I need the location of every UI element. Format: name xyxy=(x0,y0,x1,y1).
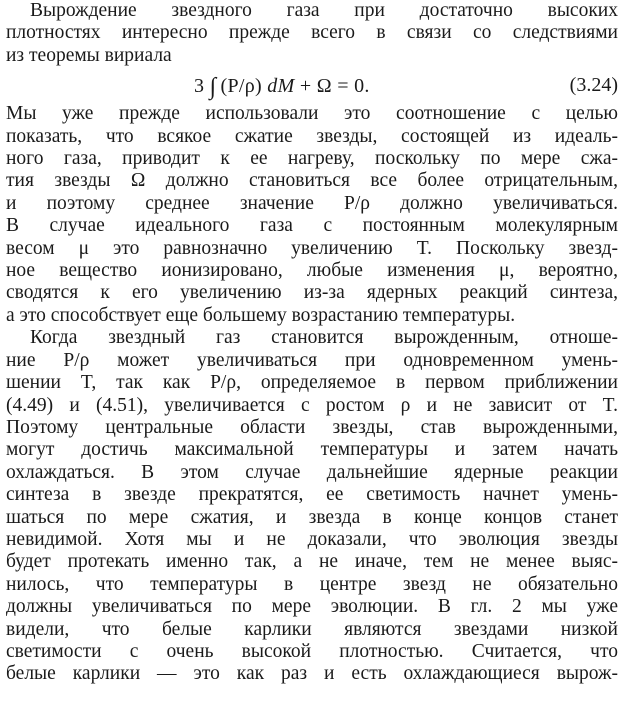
text-line: светимости с очень высокой плотностью. Считается, что xyxy=(6,640,618,662)
text-line: видели, что белые карлики являются звездами низкой xyxy=(6,618,618,640)
text-line: могут достичь максимальной температуры и затем начать xyxy=(6,439,618,461)
text-line: невидимой. Хотя мы и не доказали, что эволюция звезды xyxy=(6,528,618,550)
text-line: плотностях интересно прежде всего в связи со следствиями xyxy=(6,22,618,44)
equation-integrand: (P/ρ) xyxy=(220,75,262,98)
text-line: ное вещество ионизировано, любые изменения μ, вероятно, xyxy=(6,260,618,282)
document-page xyxy=(6,0,618,686)
equation-coefficient: 3 xyxy=(194,75,205,98)
text-line: синтеза в звезде прекратятся, ее светимость начнет умень- xyxy=(6,484,618,506)
text-line: Поэтому центральные области звезды, став вырожденными, xyxy=(6,416,618,438)
intro-paragraph xyxy=(6,0,618,67)
text-line: весом μ это равнозначно увеличению T. Поскольку звезд- xyxy=(6,237,618,259)
integral-sign: ∫ xyxy=(209,74,217,101)
text-line: шении T, так как P/ρ, определяемое в первом приближении xyxy=(6,372,618,394)
text-line: (4.49) и (4.51), увеличивается с ростом ρ и не зависит от T. xyxy=(6,394,618,416)
text-line: ние P/ρ может увеличиваться при одновременном умень- xyxy=(6,349,618,371)
text-line: ного газа, приводит к ее нагреву, поскольку по мере сжа- xyxy=(6,148,618,170)
paragraph-2 xyxy=(6,103,618,327)
text-line: Когда звездный газ становится вырожденным, отноше- xyxy=(30,327,618,349)
paragraph-3 xyxy=(6,327,618,686)
equation-3-24 xyxy=(6,69,618,103)
text-line: тия звезды Ω должно становиться все более отрицательным, xyxy=(6,170,618,192)
text-line: должны увеличиваться по мере эволюции. В гл. 2 мы уже xyxy=(6,596,618,618)
text-line: нилось, что температуры в центре звезд не обязательно xyxy=(6,573,618,595)
text-line: Мы уже прежде использовали это соотношение с целью xyxy=(6,103,618,125)
text-line: охлаждаться. В этом случае дальнейшие ядерные реакции xyxy=(6,461,618,483)
text-line: шаться по мере сжатия, и звезда в конце концов станет xyxy=(6,506,618,528)
text-line: а это способствует еще большему возрастанию температуры. xyxy=(6,304,516,326)
text-line: из теоремы вириала xyxy=(6,44,172,66)
equation-differential: dM xyxy=(267,75,295,98)
text-line: показать, что всякое сжатие звезды, состоящей из идеаль- xyxy=(6,125,618,147)
text-line: будет протекать именно так, а не иначе, тем не менее выяс- xyxy=(6,551,618,573)
text-line: Вырождение звездного газа при достаточно высоких xyxy=(30,0,618,21)
text-line: белые карлики — это как раз и есть охлаждающиеся вырож- xyxy=(6,663,618,685)
text-line: и поэтому среднее значение P/ρ должно увеличиваться. xyxy=(6,192,618,214)
text-line: В случае идеального газа с постоянным молекулярным xyxy=(6,215,618,237)
equation-formula xyxy=(194,74,370,101)
equation-number: (3.24) xyxy=(569,74,618,97)
text-line: сводятся к его увеличению из-за ядерных реакций синтеза, xyxy=(6,282,618,304)
equation-rest: + Ω = 0. xyxy=(299,75,370,98)
